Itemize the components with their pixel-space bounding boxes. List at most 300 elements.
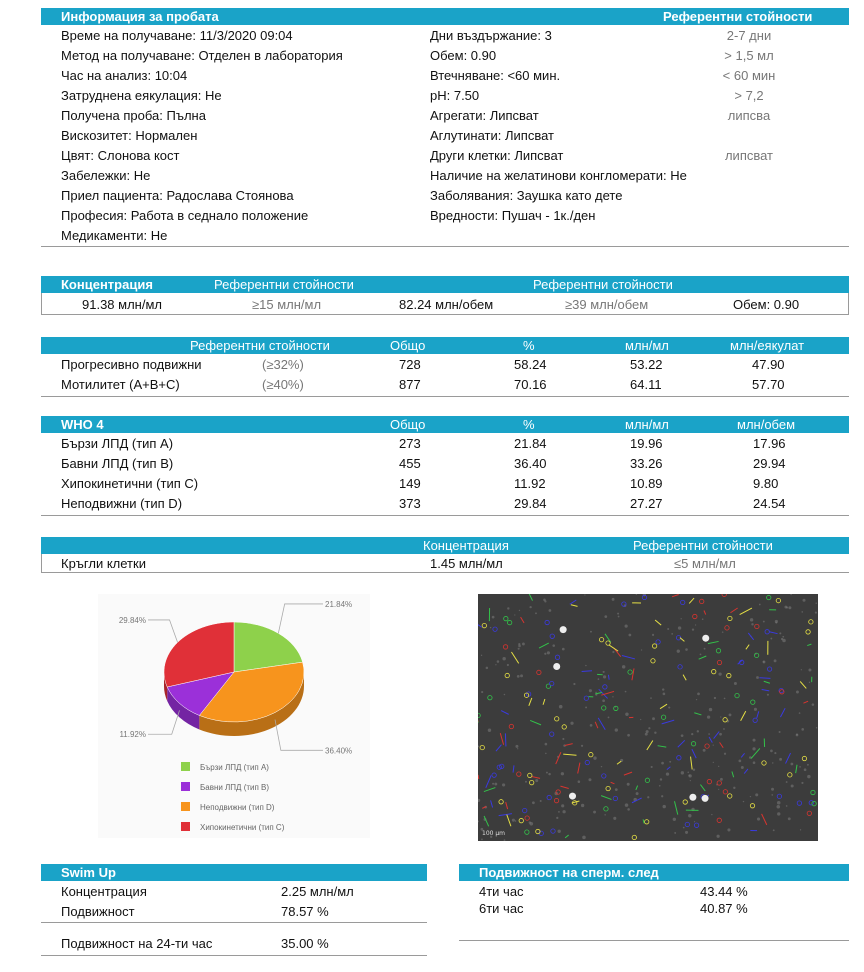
sperm-track <box>786 753 791 763</box>
microscope-speck <box>590 631 592 633</box>
microscope-speck <box>581 745 583 747</box>
round-cells-value: 1.45 млн/мл <box>430 556 503 571</box>
motility-col-total: Общо <box>390 338 426 353</box>
microscope-speck <box>816 727 818 729</box>
sperm-track <box>647 741 653 751</box>
microscope-speck <box>688 774 691 777</box>
microscope-speck <box>582 836 586 840</box>
sperm-marker <box>517 772 521 776</box>
microscope-speck <box>627 783 630 786</box>
concentration-header <box>41 276 849 293</box>
microscope-speck <box>515 820 517 822</box>
microscope-speck <box>529 606 531 608</box>
divider <box>41 314 849 315</box>
sperm-marker <box>652 644 656 648</box>
sperm-track <box>636 786 638 790</box>
microscope-speck <box>578 780 581 783</box>
microscope-speck <box>681 771 684 774</box>
microscope-speck <box>714 697 716 699</box>
microscope-speck <box>786 781 788 783</box>
microscope-speck <box>517 675 520 678</box>
sperm-marker <box>525 816 529 820</box>
sperm-track <box>611 782 615 784</box>
table-cell-mlnml: 10.89 <box>630 476 663 491</box>
microscope-speck <box>771 794 773 796</box>
sperm-marker <box>717 660 721 664</box>
microscope-speck <box>625 803 629 807</box>
microscope-speck <box>628 634 631 637</box>
concentration-ref2-header: Референтни стойности <box>533 277 673 292</box>
pie-data-label: 29.84% <box>118 615 146 625</box>
sperm-track <box>694 713 701 715</box>
sperm-marker <box>809 620 813 624</box>
microscope-speck <box>790 594 792 595</box>
concentration-ref-ml: ≥15 млн/мл <box>252 297 322 312</box>
sperm-marker <box>694 823 698 827</box>
microscope-speck <box>507 664 509 666</box>
microscope-speck <box>612 598 615 601</box>
pie-leader-line <box>148 620 178 642</box>
microscope-speck <box>696 699 697 700</box>
concentration-value-vol: 82.24 млн/обем <box>399 297 494 312</box>
microscope-image <box>478 594 818 841</box>
legend-swatch <box>181 802 190 811</box>
sperm-track <box>496 745 502 751</box>
sperm-marker <box>589 752 593 756</box>
sperm-marker <box>505 673 509 677</box>
sperm-track <box>513 765 514 772</box>
sample-ref-header: Референтни стойности <box>663 9 813 24</box>
sperm-track <box>741 711 746 721</box>
microscope-speck <box>659 785 661 787</box>
sperm-marker <box>628 670 632 674</box>
divider <box>41 922 427 923</box>
sperm-track <box>709 737 712 743</box>
table-cell-mlnml: 53.22 <box>630 357 663 372</box>
bright-cell <box>553 663 560 670</box>
pie-data-label: 36.40% <box>325 746 353 756</box>
microscope-speck <box>520 674 523 677</box>
microscope-speck <box>681 734 684 737</box>
microscope-speck <box>808 669 811 672</box>
microscope-speck <box>478 745 479 747</box>
sample-field: Забележки: Не <box>61 168 151 183</box>
sperm-marker <box>529 780 533 784</box>
bright-cell <box>560 626 567 633</box>
divider <box>41 246 849 247</box>
microscope-speck <box>481 691 483 693</box>
sperm-marker <box>645 820 649 824</box>
table-cell-mlnvol: 29.94 <box>753 456 786 471</box>
sperm-track <box>624 772 632 775</box>
microscope-speck <box>608 717 610 719</box>
microscope-speck <box>598 678 600 680</box>
sample-field: Приел пациента: Радослава Стоянова <box>61 188 294 203</box>
microscope-speck <box>702 618 704 620</box>
microscope-speck <box>507 607 509 609</box>
sperm-marker <box>751 700 755 704</box>
microscope-speck <box>525 781 527 783</box>
microscope-speck <box>807 764 809 766</box>
microscope-speck <box>603 675 606 678</box>
microscope-speck <box>754 708 757 711</box>
concentration-ref1-header: Референтни стойности <box>214 277 354 292</box>
sperm-marker <box>722 594 726 597</box>
sperm-marker <box>599 637 603 641</box>
sperm-marker <box>767 595 771 599</box>
microscope-speck <box>561 804 564 807</box>
sample-field: Наличие на желатинови конгломерати: Не <box>430 168 687 183</box>
bright-cell <box>702 635 709 642</box>
sperm-marker <box>613 796 617 800</box>
sample-ref-value: > 7,2 <box>734 88 764 103</box>
bright-cell <box>569 793 576 800</box>
sperm-track <box>632 798 642 803</box>
sperm-marker <box>788 773 792 777</box>
microscope-speck <box>724 753 726 755</box>
sperm-marker <box>767 667 771 671</box>
sample-ref-value: < 60 мин <box>722 68 776 83</box>
motility-col-ref: Референтни стойности <box>190 338 330 353</box>
microscope-speck <box>727 828 730 831</box>
microscope-speck <box>492 616 495 619</box>
sample-field: Професия: Работа в седнало положение <box>61 208 309 223</box>
microscope-speck <box>763 661 766 664</box>
sperm-track <box>521 617 524 623</box>
sample-field: Медикаменти: Не <box>61 228 168 243</box>
sperm-marker <box>812 801 816 805</box>
table-cell-mlnvol: 9.80 <box>753 476 779 491</box>
microscope-speck <box>770 638 772 640</box>
sperm-marker <box>504 616 508 620</box>
sperm-marker <box>547 795 551 799</box>
microscope-speck <box>504 694 506 696</box>
microscope-speck <box>804 768 807 771</box>
sperm-marker <box>525 830 529 834</box>
microscope-speck <box>681 618 682 619</box>
microscope-speck <box>756 676 759 679</box>
sperm-marker <box>499 800 503 804</box>
sperm-marker <box>550 732 554 736</box>
sperm-track <box>720 742 724 747</box>
swimup-24h-value: 35.00 % <box>281 936 329 951</box>
microscope-speck <box>697 730 699 732</box>
divider <box>41 515 849 516</box>
concentration-volume: Обем: 0.90 <box>733 297 800 312</box>
microscope-speck <box>752 747 755 750</box>
microscope-speck <box>815 611 817 613</box>
microscope-speck <box>640 719 641 720</box>
scale-bar-label: 100 µm <box>482 830 506 837</box>
sample-ref-value: > 1,5 мл <box>724 48 774 63</box>
microscope-speck <box>759 604 761 606</box>
microscope-speck <box>791 785 794 788</box>
sperm-marker <box>725 626 729 630</box>
microscope-speck <box>625 713 628 716</box>
sperm-track <box>751 748 760 758</box>
sperm-marker <box>482 623 486 627</box>
sperm-marker <box>528 773 532 777</box>
sperm-marker <box>802 756 806 760</box>
microscope-speck <box>585 665 586 666</box>
microscope-speck <box>615 788 618 791</box>
microscope-speck <box>562 738 564 740</box>
pie-data-label: 11.92% <box>119 730 146 740</box>
table-cell-label: Бавни ЛПД (тип В) <box>61 456 174 471</box>
microscope-speck <box>540 800 542 802</box>
sperm-marker <box>509 724 513 728</box>
sperm-marker <box>480 745 484 749</box>
microscope-speck <box>733 787 735 789</box>
who4-col-mlnvol: млн/обем <box>737 417 796 432</box>
microscope-speck <box>593 756 596 759</box>
sperm-marker <box>656 640 660 644</box>
sperm-track <box>740 608 752 615</box>
microscope-speck <box>707 715 710 718</box>
microscope-speck <box>651 766 653 768</box>
microscope-speck <box>741 766 744 769</box>
microscope-speck <box>711 814 712 815</box>
sperm-track <box>560 786 568 788</box>
sperm-marker <box>677 756 681 760</box>
microscope-speck <box>753 739 756 742</box>
microscope-speck <box>548 773 550 775</box>
microscope-speck <box>562 810 565 813</box>
microscope-speck <box>771 788 774 791</box>
pie-leader-line <box>275 720 323 751</box>
sperm-marker <box>632 835 636 839</box>
sperm-marker <box>765 630 769 634</box>
divider <box>41 396 849 397</box>
microscope-speck <box>584 594 585 595</box>
legend-label: Бавни ЛПД (тип В) <box>200 783 270 792</box>
microscope-speck <box>786 805 788 807</box>
sperm-track <box>532 777 540 779</box>
microscope-speck <box>677 649 680 652</box>
table-cell-total: 273 <box>399 436 421 451</box>
table-cell-label: Неподвижни (тип D) <box>61 496 183 511</box>
microscope-speck <box>708 733 710 735</box>
sample-field: Втечняване: <60 мин. <box>430 68 561 83</box>
microscope-speck <box>556 817 558 819</box>
microscope-speck <box>694 821 695 822</box>
microscope-speck <box>713 745 714 746</box>
microscope-speck <box>535 612 537 614</box>
table-cell-label: Мотилитет (A+B+C) <box>61 377 180 392</box>
sample-field: Агрегати: Липсват <box>430 108 539 123</box>
sperm-marker <box>585 760 589 764</box>
sperm-track <box>578 763 580 774</box>
pie-chart <box>98 594 370 838</box>
microscope-speck <box>685 648 688 651</box>
sperm-marker <box>503 645 507 649</box>
microscope-speck <box>720 716 721 717</box>
sample-field: Аглутинати: Липсват <box>430 128 554 143</box>
microscope-speck <box>668 706 670 708</box>
microscope-speck <box>588 778 591 781</box>
microscope-speck <box>671 633 673 635</box>
microscope-speck <box>767 694 769 696</box>
microscope-speck <box>807 775 810 778</box>
microscope-speck <box>478 799 480 802</box>
microscope-speck <box>618 616 620 618</box>
microscope-speck <box>514 614 515 615</box>
sperm-track <box>800 681 806 688</box>
sperm-track <box>757 711 759 718</box>
microscope-speck <box>800 829 801 830</box>
sperm-marker <box>678 665 682 669</box>
table-cell-ref: (≥32%) <box>262 357 304 372</box>
table-cell-mlnml: 27.27 <box>630 496 663 511</box>
microscope-speck <box>627 808 630 811</box>
microscope-speck <box>776 805 780 809</box>
sperm-track <box>595 722 598 728</box>
sperm-marker <box>555 655 559 659</box>
table-cell-ref: (≥40%) <box>262 377 304 392</box>
sperm-marker <box>811 790 815 794</box>
sperm-track <box>769 632 778 634</box>
sperm-track <box>499 814 512 816</box>
microscope-speck <box>674 832 676 834</box>
microscope-speck <box>603 671 605 673</box>
divider <box>459 940 849 941</box>
microscope-speck <box>636 792 639 795</box>
microscope-speck <box>547 651 550 654</box>
microscope-speck <box>502 783 505 786</box>
sperm-marker <box>550 634 554 638</box>
sperm-marker <box>551 829 555 833</box>
microscope-speck <box>481 839 483 841</box>
sperm-track <box>529 698 532 706</box>
table-cell-total: 455 <box>399 456 421 471</box>
table-cell-total: 877 <box>399 377 421 392</box>
sperm-marker <box>661 715 665 719</box>
sperm-marker <box>728 616 732 620</box>
legend-swatch <box>181 822 190 831</box>
sperm-marker <box>717 818 721 822</box>
microscope-speck <box>559 705 563 709</box>
microscope-speck <box>530 822 534 826</box>
microscope-speck <box>549 609 552 612</box>
table-cell-pct: 70.16 <box>514 377 547 392</box>
divider <box>848 293 849 314</box>
legend-swatch <box>181 782 190 791</box>
motility-after-4h-label: 4ти час <box>479 884 524 899</box>
sperm-track <box>491 800 493 807</box>
motility-after-6h-label: 6ти час <box>479 901 524 916</box>
sperm-track <box>762 689 770 690</box>
microscope-speck <box>673 818 676 821</box>
sperm-marker <box>750 804 754 808</box>
sperm-track <box>478 624 482 627</box>
microscope-speck <box>615 728 618 731</box>
microscope-speck <box>652 717 655 720</box>
microscope-speck <box>757 818 760 821</box>
microscope-speck <box>647 796 649 798</box>
microscope-speck <box>799 712 801 714</box>
sperm-marker <box>777 794 781 798</box>
divider <box>41 955 427 956</box>
sperm-marker <box>507 620 511 624</box>
who4-header <box>41 416 849 433</box>
microscope-speck <box>750 618 753 621</box>
sperm-track <box>571 605 578 607</box>
microscope-speck <box>612 696 613 697</box>
motility-after-6h-value: 40.87 % <box>700 901 748 916</box>
sperm-track <box>672 594 679 596</box>
microscope-speck <box>557 830 560 833</box>
divider <box>41 554 42 572</box>
sperm-track <box>601 796 611 800</box>
pie-leader-line <box>148 710 180 734</box>
microscope-speck <box>663 693 666 696</box>
microscope-speck <box>518 648 520 650</box>
sperm-marker <box>728 794 732 798</box>
microscope-speck <box>704 648 706 650</box>
microscope-speck <box>812 703 815 706</box>
microscope-speck <box>593 811 596 814</box>
sperm-track <box>655 620 661 625</box>
microscope-speck <box>796 691 799 694</box>
microscope-speck <box>750 796 751 797</box>
microscope-speck <box>801 728 804 731</box>
microscope-speck <box>772 762 773 763</box>
microscope-speck <box>585 706 587 708</box>
sperm-track <box>501 711 509 715</box>
table-cell-mlnvol: 24.54 <box>753 496 786 511</box>
sample-info-header <box>41 8 849 25</box>
microscope-speck <box>697 693 700 696</box>
sperm-marker <box>519 818 523 822</box>
microscope-svg <box>478 594 818 841</box>
microscope-speck <box>641 649 642 650</box>
sperm-track <box>484 788 495 792</box>
microscope-speck <box>650 697 652 699</box>
sperm-marker <box>806 630 810 634</box>
sperm-marker <box>693 614 697 618</box>
microscope-speck <box>784 606 787 609</box>
sperm-marker <box>584 696 588 700</box>
swimup-24h-label: Подвижност на 24-ти час <box>61 936 213 951</box>
sperm-marker <box>776 598 780 602</box>
sperm-track <box>708 641 719 643</box>
sperm-track <box>744 769 748 774</box>
sperm-marker <box>488 695 492 699</box>
microscope-speck <box>774 659 777 662</box>
sperm-marker <box>493 627 497 631</box>
who4-col-pct: % <box>523 417 535 432</box>
round-cells-label: Кръгли клетки <box>61 556 146 571</box>
sample-field: Час на анализ: 10:04 <box>61 68 188 83</box>
table-cell-label: Хипокинетични (тип С) <box>61 476 199 491</box>
sperm-track <box>660 704 667 708</box>
microscope-speck <box>718 789 719 790</box>
microscope-speck <box>481 655 482 656</box>
round-cells-header <box>41 537 849 554</box>
table-cell-mlnml: 33.26 <box>630 456 663 471</box>
microscope-speck <box>478 820 479 822</box>
microscope-speck <box>688 814 691 817</box>
microscope-speck <box>486 667 489 670</box>
sperm-track <box>582 671 592 672</box>
sample-field: Други клетки: Липсват <box>430 148 564 163</box>
sperm-marker <box>683 800 687 804</box>
microscope-speck <box>543 598 546 601</box>
microscope-speck <box>816 603 817 604</box>
round-cells-col-ref: Референтни стойности <box>633 538 773 553</box>
sperm-marker <box>712 669 716 673</box>
sperm-marker <box>753 718 757 722</box>
